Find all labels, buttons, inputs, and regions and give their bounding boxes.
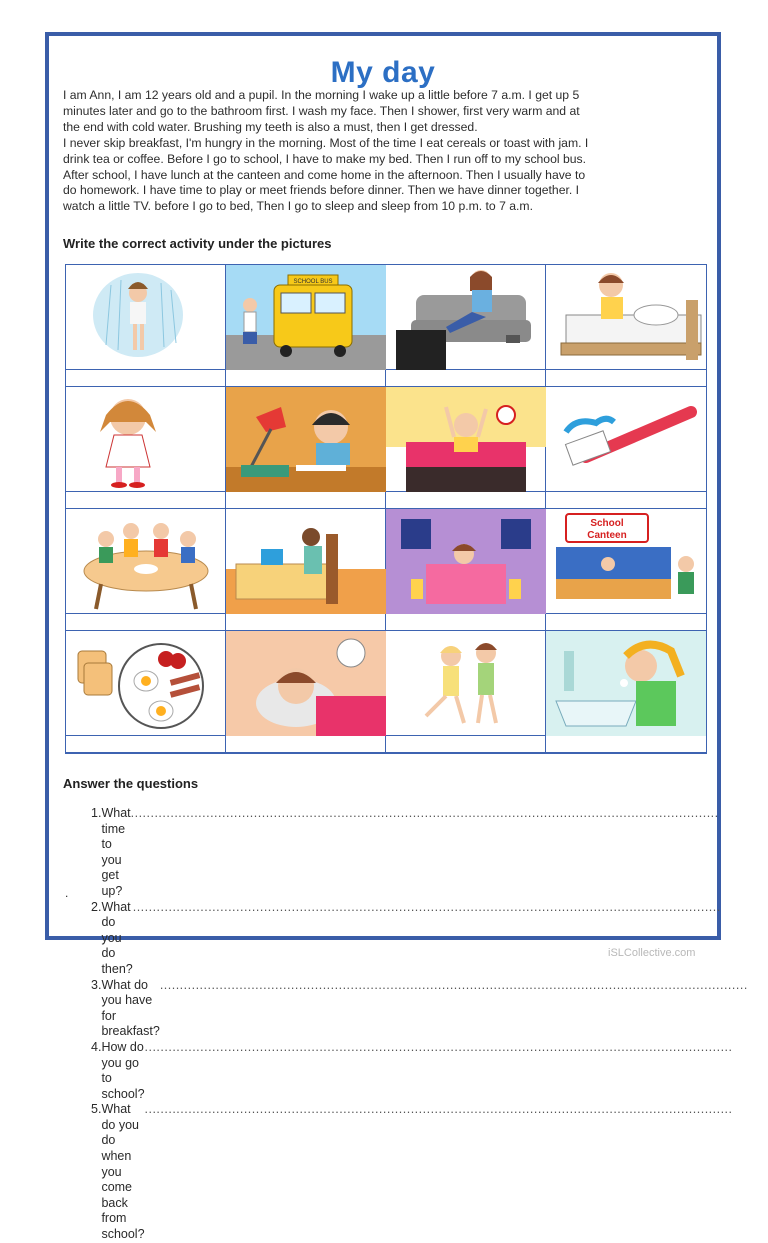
passage-line: the end with cold water. Brushing my teeth is also a must, then I get dressed. (63, 119, 478, 134)
answer-box[interactable] (546, 370, 706, 387)
answer-box[interactable] (226, 370, 386, 387)
passage-line: do homework. I have time to play or meet friends before dinner. Then we have dinner together. I (63, 183, 580, 198)
answer-box[interactable] (386, 736, 546, 753)
answer-box[interactable] (226, 736, 386, 753)
answer-box[interactable] (546, 614, 706, 631)
passage-line: I never skip breakfast, I'm hungry in the morning. Most of the time I eat cereals or toast with jam. I (63, 135, 589, 150)
answer-line[interactable]: .................................................................................................................................................... (144, 1039, 733, 1054)
picture-family-dinner (66, 509, 226, 614)
answer-box[interactable] (226, 492, 386, 509)
answer-box[interactable] (546, 736, 706, 753)
footer-watermark: iSLCollective.com (608, 947, 696, 959)
answer-box[interactable] (386, 492, 546, 509)
question-text: What do you do when you come back from school? (101, 1102, 145, 1242)
question-text: What time to you get up? (101, 806, 131, 898)
questions-heading: Answer the questions (63, 776, 199, 791)
stray-mark: . (65, 886, 69, 900)
question-number: 5. (91, 1102, 102, 1117)
reading-passage (63, 88, 711, 215)
question-item (91, 977, 748, 1040)
question-item (91, 899, 721, 978)
question-number: 2. (91, 899, 102, 914)
answer-box[interactable] (226, 614, 386, 631)
answer-box[interactable] (66, 492, 226, 509)
picture-school-canteen (546, 509, 706, 614)
passage-line: drink tea or coffee. Before I go to school, I have to make my bed. Then I run off to my school bus. (63, 151, 586, 166)
picture-washing-face (546, 631, 706, 736)
question-item (91, 806, 719, 900)
passage-line: watch a little TV. before I go to bed, Then I go to sleep and sleep from 10 p.m. to 7 a.m. (63, 199, 533, 214)
picture-shower (66, 265, 226, 370)
question-text: What do you have for breakfast? (101, 977, 160, 1039)
question-text: How do you go to school? (101, 1039, 145, 1101)
picture-making-bed (546, 265, 706, 370)
picture-playing-friends (386, 631, 546, 736)
passage-line: I am Ann, I am 12 years old and a pupil. In the morning I wake up a little before 7 a.m. I get up 5 (63, 88, 580, 102)
picture-homework (226, 387, 386, 492)
question-number: 4. (91, 1039, 102, 1054)
passage-line: minutes later and go to the bathroom first. I wash my face. Then I shower, first very warm and at (63, 103, 580, 118)
picture-sleeping (226, 631, 386, 736)
picture-school-bus (226, 265, 386, 370)
canteen-sign-line-2: Canteen (587, 530, 627, 541)
activity-heading: Write the correct activity under the pictures (63, 236, 332, 251)
picture-watching-tv (386, 265, 546, 370)
picture-getting-dressed (66, 387, 226, 492)
question-number: 1. (91, 806, 102, 820)
page-title: My day (330, 56, 436, 89)
answer-line[interactable]: .................................................................................................................................................... (132, 899, 721, 914)
question-item (91, 1039, 733, 1102)
picture-grid (65, 264, 707, 754)
answer-line[interactable]: .................................................................................................................................................... (144, 1102, 733, 1117)
picture-bedroom-reading (226, 509, 386, 614)
question-number: 3. (91, 977, 102, 992)
answer-line[interactable]: .................................................................................................................................................... (130, 806, 719, 820)
picture-going-to-bed (386, 509, 546, 614)
answer-line[interactable]: .................................................................................................................................................... (159, 977, 748, 992)
question-list (91, 806, 748, 1243)
answer-box[interactable] (546, 492, 706, 509)
answer-box[interactable] (66, 736, 226, 753)
answer-box[interactable] (66, 614, 226, 631)
answer-box[interactable] (66, 370, 226, 387)
bus-sign: SCHOOL BUS (293, 279, 333, 285)
passage-line: After school, I have lunch at the canteen and come home in the afternoon. Then I usually have to (63, 167, 586, 182)
picture-breakfast (66, 631, 226, 736)
answer-box[interactable] (386, 614, 546, 631)
answer-box[interactable] (386, 370, 546, 387)
question-item (91, 1102, 733, 1242)
picture-toothbrush (546, 387, 706, 492)
canteen-sign-line-1: School (590, 518, 624, 529)
question-text: What do you do then? (101, 899, 133, 976)
picture-waking-up (386, 387, 546, 492)
